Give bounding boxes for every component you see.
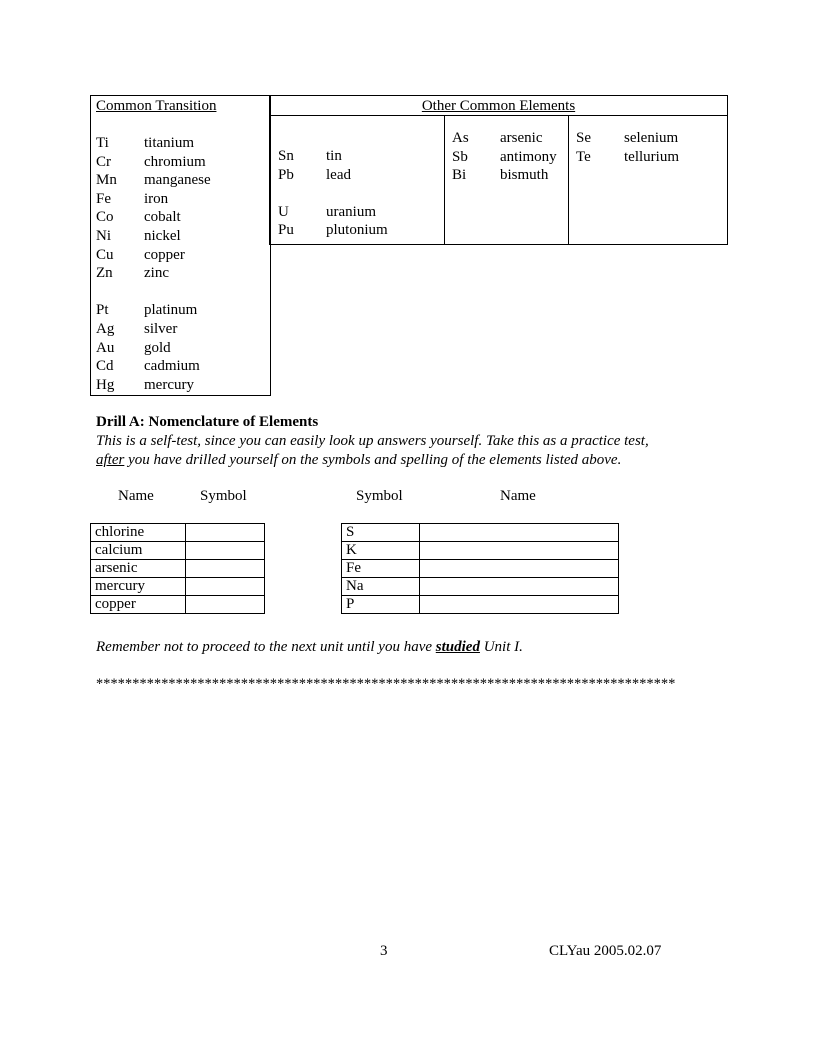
left-header-name: Name: [118, 488, 154, 504]
prompt-cell: S: [342, 524, 420, 542]
element-symbol: Ni: [96, 228, 111, 244]
element-symbol: Cr: [96, 153, 111, 170]
element-symbol: Pb: [278, 166, 294, 183]
name-row: [91, 560, 265, 578]
symbol-answer-cell[interactable]: [185, 542, 264, 560]
element-symbol: Sb: [452, 148, 468, 165]
element-symbol: U: [278, 203, 289, 220]
element-name: manganese: [144, 172, 211, 189]
other-column-1: [278, 147, 438, 242]
name-to-symbol-table: [90, 523, 265, 614]
element-name: plutonium: [326, 222, 388, 239]
element-symbol: Sn: [278, 148, 294, 164]
symbol-row: [342, 524, 619, 542]
element-symbol: Se: [576, 130, 591, 146]
element-name: antimony: [500, 148, 557, 165]
element-name: platinum: [144, 302, 198, 319]
symbol-answer-cell[interactable]: [185, 578, 264, 596]
element-symbol: Cd: [96, 358, 114, 375]
after-emphasis: after: [96, 452, 125, 468]
element-name: mercury: [144, 376, 194, 393]
prompt-cell: Na: [342, 578, 420, 596]
element-symbol: Ag: [96, 320, 115, 337]
symbol-row: [342, 542, 619, 560]
prompt-cell: K: [342, 542, 420, 560]
element-name: titanium: [144, 135, 194, 151]
element-symbol: Fe: [96, 190, 111, 207]
element-name: gold: [144, 339, 171, 356]
element-symbol: Bi: [452, 167, 467, 184]
element-name: iron: [144, 190, 169, 207]
element-symbol: Zn: [96, 265, 113, 282]
right-header-symbol: Symbol: [356, 488, 403, 504]
left-header-symbol: Symbol: [200, 488, 247, 504]
element-name: silver: [144, 320, 178, 337]
element-name: cadmium: [144, 358, 200, 375]
element-symbol: Te: [576, 148, 591, 165]
symbol-answer-cell[interactable]: [185, 596, 264, 614]
name-row: [91, 524, 265, 542]
prompt-cell: Fe: [342, 560, 420, 578]
element-symbol: Hg: [96, 376, 115, 393]
reminder-end: Unit I.: [479, 639, 523, 655]
column-divider: [444, 116, 445, 244]
prompt-cell: arsenic: [91, 560, 186, 578]
element-symbol: Cu: [96, 246, 114, 263]
symbol-to-name-table: [341, 523, 619, 614]
prompt-cell: calcium: [91, 542, 186, 560]
element-symbol: Mn: [96, 172, 117, 189]
element-symbol: Ti: [96, 135, 109, 151]
prompt-cell: chlorine: [91, 524, 186, 542]
intro-line-2-text: you have drilled yourself on the symbols and spelling of the elements listed above.: [124, 452, 622, 468]
other-columns: [270, 116, 727, 244]
name-row: [91, 542, 265, 560]
name-answer-cell[interactable]: [419, 596, 618, 614]
element-name: bismuth: [500, 167, 549, 184]
element-name: tin: [326, 148, 342, 164]
page-number: 3: [380, 943, 388, 959]
element-name: selenium: [624, 130, 679, 146]
name-answer-cell[interactable]: [419, 542, 618, 560]
element-name: arsenic: [500, 130, 543, 146]
element-name: uranium: [326, 203, 376, 220]
element-name: cobalt: [144, 209, 181, 226]
transition-list: [96, 134, 266, 394]
studied-emphasis: studied: [435, 639, 480, 655]
prompt-cell: P: [342, 596, 420, 614]
element-name: chromium: [144, 153, 206, 170]
reminder-text: Remember not to proceed to the next unit until you have: [96, 639, 436, 655]
drill-intro-line-1: This is a self-test, since you can easily look up answers yourself. Take this as a practice test,: [96, 433, 649, 449]
other-heading: Other Common Elements: [421, 98, 576, 114]
transition-heading: Common Transition: [96, 98, 217, 114]
drill-title: Drill A: Nomenclature of Elements: [96, 414, 319, 430]
other-column-3: [576, 129, 721, 169]
symbol-answer-cell[interactable]: [185, 560, 264, 578]
element-name: zinc: [144, 265, 169, 282]
element-name: tellurium: [624, 148, 679, 165]
element-name: nickel: [144, 228, 181, 244]
symbol-answer-cell[interactable]: [185, 524, 264, 542]
column-divider: [568, 116, 569, 244]
name-answer-cell[interactable]: [419, 560, 618, 578]
right-header-name: Name: [500, 488, 536, 504]
name-answer-cell[interactable]: [419, 524, 618, 542]
element-symbol: As: [452, 130, 469, 146]
symbol-row: [342, 578, 619, 596]
element-symbol: Pt: [96, 302, 109, 319]
author-date-stamp: CLYau 2005.02.07: [549, 943, 662, 959]
name-row: [91, 596, 265, 614]
reminder-note: [96, 639, 523, 656]
element-symbol: Au: [96, 339, 115, 356]
drill-intro-line-2: [96, 452, 621, 469]
symbol-row: [342, 560, 619, 578]
star-separator: ********************************************************************************: [96, 676, 676, 692]
symbol-row: [342, 596, 619, 614]
prompt-cell: mercury: [91, 578, 186, 596]
transition-box: [90, 95, 271, 396]
other-elements-box: [269, 95, 728, 245]
prompt-cell: copper: [91, 596, 186, 614]
name-answer-cell[interactable]: [419, 578, 618, 596]
other-column-2: [452, 129, 567, 189]
element-name: copper: [144, 246, 185, 263]
element-name: lead: [326, 166, 351, 183]
name-row: [91, 578, 265, 596]
element-symbol: Co: [96, 209, 114, 226]
element-symbol: Pu: [278, 222, 294, 239]
